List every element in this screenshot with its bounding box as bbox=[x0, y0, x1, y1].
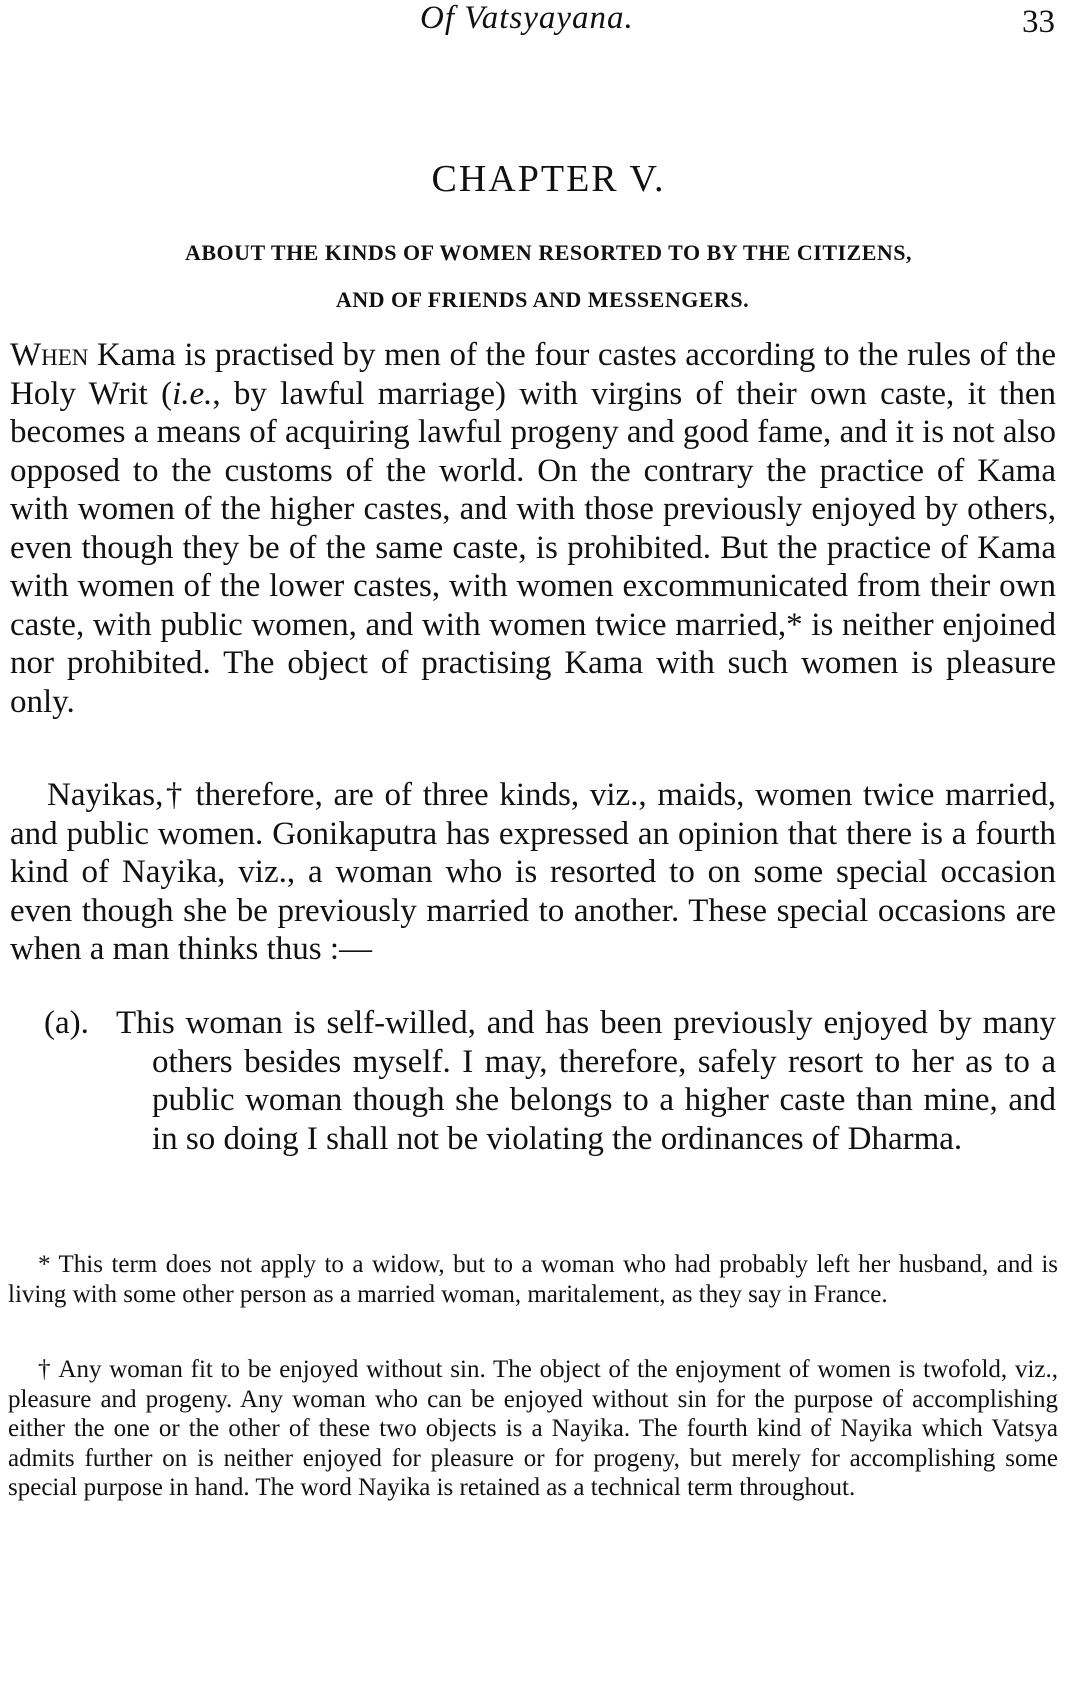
footnote-2: † Any woman fit to be enjoyed without sin. The object of the enjoyment of women is twofold, viz., pleasure and progeny. Any woman who can be enjoyed without sin for the purpose of accomplishing either the one or the other of these two objects is a Nayika. The fourth kind of Nayika which Vatsya admits further on is neither enjoyed for pleasure or for progeny, but merely for accomplishing some special purpose in hand. The word Nayika is retained as a technical term throughout. bbox=[8, 1356, 1058, 1501]
chapter-subtitle-line-2: AND OF FRIENDS AND MESSENGERS. bbox=[335, 287, 750, 312]
paragraph-1-ie: i.e. bbox=[172, 375, 213, 412]
paragraph-1-text-continued: , by lawful marriage) with virgins of their own caste, it then becomes a means of acquiring lawful progeny and good fame, and it is not also opposed to the customs of the world. On the contrary the practice of Kama with women of the higher castes, and with those previously enjoyed by others, even though they be of the same caste, is prohibited. But the practice of Kama with women of the lower castes, with women excommunicated from their own caste, with public women, and with women twice married,* is neither enjoined nor prohibited. The object of practising Kama with such women is pleasure only. bbox=[10, 375, 1056, 720]
paragraph-1 bbox=[10, 336, 1056, 721]
footnote-1: * This term does not apply to a widow, but to a woman who had probably left her husband, and is living with some other person as a married woman, maritalement, as they say in France. bbox=[8, 1251, 1058, 1308]
chapter-title: CHAPTER V. bbox=[431, 158, 666, 200]
paragraph-1-text: Kama is practised by men of the four castes according to the rules of the Holy Writ ( bbox=[10, 337, 1056, 412]
page-number: 33 bbox=[1022, 4, 1055, 40]
list-item-a-label: (a). bbox=[44, 1005, 89, 1041]
paragraph-1-lead-word: When bbox=[10, 337, 89, 373]
paragraph-2: Nayikas,† therefore, are of three kinds, viz., maids, women twice married, and public women. Gonikaputra has expressed an opinion that there is a fourth kind of Nayika, viz., a woman who is resorted to on some special occasion even though she be previously married to another. These special occasions are when a man thinks thus :— bbox=[10, 777, 1056, 967]
running-head bbox=[0, 0, 1077, 46]
list-item-a-text: This woman is self-willed, and has been previously enjoyed by many others besides myself. I may, therefore, safely resort to her as to a public woman though she belongs to a higher caste than mine, and in so doing I shall not be violating the ordinances of Dharma. bbox=[116, 1005, 1056, 1157]
running-title: Of Vatsyayana. bbox=[420, 0, 634, 36]
chapter-subtitle-line-1: ABOUT THE KINDS OF WOMEN RESORTED TO BY THE CITIZENS, bbox=[184, 240, 913, 265]
